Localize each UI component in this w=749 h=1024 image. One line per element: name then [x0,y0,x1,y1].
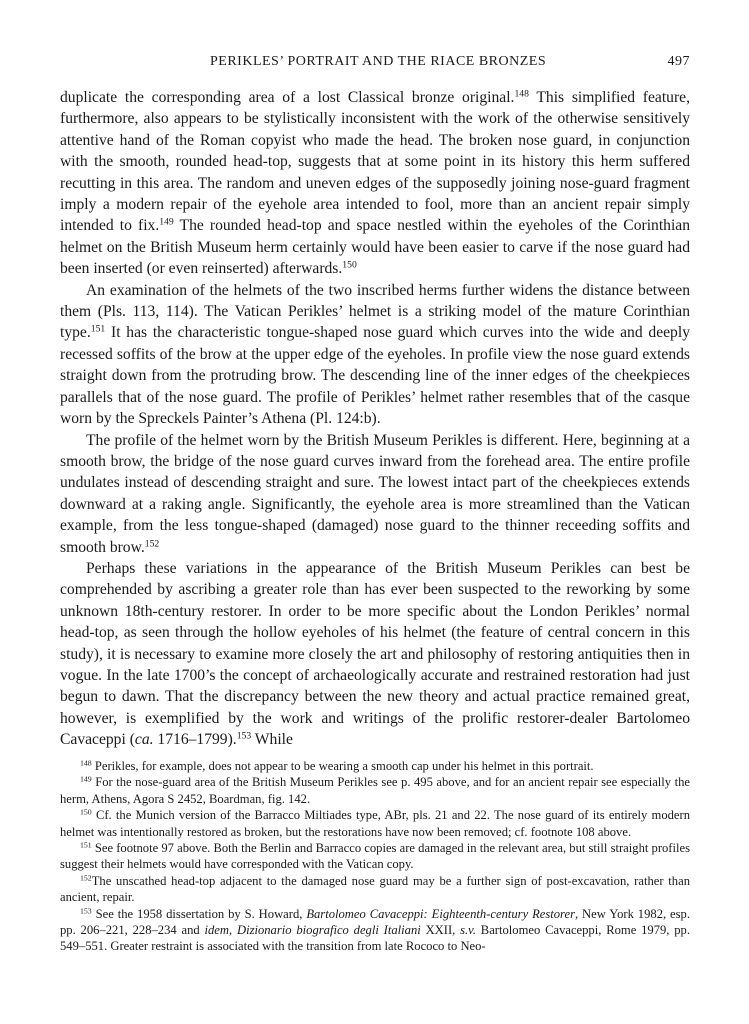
footnote-ref-153: 153 [236,730,252,742]
running-head [60,54,690,74]
footnote-text: , New York 1982, esp. pp. 206–221, 228–234 and [60,906,690,938]
footnote-number: 149 [80,775,92,785]
footnote-text: Cf. the Munich version of the Barracco Miltiades type, ABr, pls. 21 and 22. The nose guard of its entirely modern helmet was intentionally restored as broken, but the restorations have now been removed; cf. footnote 108 above. [60,808,690,839]
footnote-text: , [229,923,237,938]
footnote-ref-149: 149 [159,217,174,229]
text-run: An examination of the helmets of the two inscribed herms further widens the distance between them (Pls. 113, 114). The Vatican Perikles’ helmet is a striking model of the mature Corinthian type. [60,281,690,342]
text-run: duplicate the corresponding area of a lost Classical bronze original. [60,89,515,106]
footnote-number: 151 [80,840,92,850]
footnote-152 [60,873,690,906]
footnote-148 [60,758,690,774]
footnote-text: XXII, [420,923,461,938]
footnote-ref-148: 148 [514,88,529,100]
text-run: Perhaps these variations in the appearance of the British Museum Perikles can best be comprehended by ascribing a greater role than has ever been suspected to the reworking by some unknown 18th-century restorer. In order to be more specific about the London Perikles’ normal head-top, as seen through the hollow eyeholes of his helmet (the feature of central concern in this study), it is necessary to examine more closely the art and philosophy of restoring antiquities then in vogue. In the late 1700’s the concept of archaeologically accurate and restrained restoration had just begun to dawn. That the discrepancy between the new theory and actual practice remained great, however, is exemplified by the work and writings of the prolific restorer-dealer Bartolomeo Cavaceppi ( [60,559,690,749]
footnote-text: See the 1958 dissertation by S. Howard, [95,906,307,921]
footnote-150 [60,807,690,840]
text-run: 1716–1799). [153,731,237,749]
italic-run: ca. [134,731,154,749]
footnote-text: See footnote 97 above. Both the Berlin and Barracco copies are damaged in the relevant area, but still straight profiles suggest their helmets would have corresponded with the Vatican copy. [60,841,690,872]
paragraph-2 [60,280,690,430]
italic-run: Bartolomeo Cavaceppi: Eighteenth-century Restorer [306,906,575,921]
footnote-text: The unscathed head-top adjacent to the damaged nose guard may be a further sign of post-excavation, rather than ancient, repair. [60,873,690,905]
footnote-153 [60,906,690,955]
footnote-number: 150 [80,807,92,817]
footnote-151 [60,840,690,873]
footnote-ref-150: 150 [342,259,357,271]
text-run: This simplified feature, furthermore, also appears to be stylistically inconsistent with the work of the otherwise sensitively attentive hand of the Roman copyist who made the head. The broken nose guard, in conjunction with the smooth, rounded head-top, suggests that at some point in its history this herm suffered recutting in this area. The random and uneven edges of the supposedly joining nose-guard fragment imply a modern repair of the eyehole area intended to fool, more than an ancient repair simply intended to fix. [60,89,690,235]
footnote-text: Bartolomeo Cavaceppi, Rome 1979, pp. 549–551. Greater restraint is associated with the transition from late Rococo to Neo- [60,923,690,954]
text-run: The rounded head-top and space nestled within the eyeholes of the Corinthian helmet on the British Museum herm certainly would have been easier to carve if the nose guard had been inserted (or even reinserted) afterwards. [60,217,691,278]
text-run: While [251,731,293,749]
footnote-149 [60,774,690,807]
footnote-text: Perikles, for example, does not appear to be wearing a smooth cap under his helmet in this portrait. [94,759,594,773]
footnote-number: 148 [80,758,92,768]
text-run: It has the characteristic tongue-shaped nose guard which curves into the wide and deeply recessed soffits of the brow at the upper edge of the eyeholes. In profile view the nose guard extends straight down from the protruding brow. The descending line of the inner edges of the cheekpieces parallels that of the nose guard. The profile of Perikles’ helmet rather resembles that of the casque worn by the Spreckels Painter’s Athena (Pl. 124:b). [60,324,690,428]
running-title: PERIKLES’ PORTRAIT AND THE RIACE BRONZES [210,54,547,69]
italic-run: Dizionario biografico degli Italiani [236,923,421,938]
text-run: The profile of the helmet worn by the British Museum Perikles is different. Here, beginning at a smooth brow, the bridge of the nose guard curves inward from the forehead area. The entire profile undulates instead of descending straight and sure. The lowest intact part of the cheekpieces extends downward at a raking angle. Significantly, the eyehole area is more streamlined than the Vatican example, from the less tongue-shaped (damaged) nose guard to the thinner receeding soffits and smooth brow. [60,431,690,556]
paragraph-3 [60,430,690,558]
page-number: 497 [667,54,690,69]
footnote-ref-152: 152 [144,538,160,550]
footnote-ref-151: 151 [90,324,106,336]
footnotes [60,758,690,955]
paragraph-4 [60,558,690,751]
footnote-number: 152 [80,873,92,883]
italic-run: s.v. [460,923,476,938]
footnote-number: 153 [80,906,92,916]
footnote-text: For the nose-guard area of the British Museum Perikles see p. 495 above, and for an ancient repair see especially the herm, Athens, Agora S 2452, Boardman, fig. 142. [60,775,690,806]
italic-run: idem [204,923,229,938]
body-text [60,87,690,751]
paragraph-1 [60,87,690,280]
